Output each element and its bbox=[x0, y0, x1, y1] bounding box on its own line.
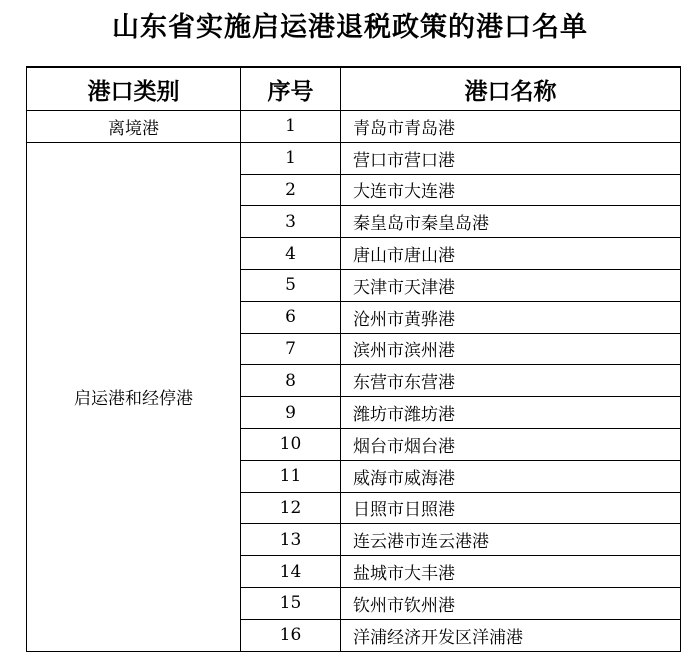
port-number: 12 bbox=[241, 492, 341, 524]
port-name: 盐城市大丰港 bbox=[341, 556, 681, 588]
port-name: 潍坊市潍坊港 bbox=[341, 397, 681, 429]
port-number: 2 bbox=[241, 174, 341, 206]
port-number: 5 bbox=[241, 269, 341, 301]
port-number: 10 bbox=[241, 428, 341, 460]
category-departure: 离境港 bbox=[27, 111, 241, 143]
port-number: 1 bbox=[241, 142, 341, 174]
header-name: 港口名称 bbox=[341, 67, 681, 111]
port-number: 14 bbox=[241, 556, 341, 588]
header-number: 序号 bbox=[241, 67, 341, 111]
port-name: 秦皇岛市秦皇岛港 bbox=[341, 206, 681, 238]
table-row bbox=[27, 111, 681, 143]
table-header-row bbox=[27, 67, 681, 111]
port-name: 大连市大连港 bbox=[341, 174, 681, 206]
port-name: 烟台市烟台港 bbox=[341, 428, 681, 460]
port-number: 4 bbox=[241, 238, 341, 270]
port-number: 3 bbox=[241, 206, 341, 238]
port-name: 唐山市唐山港 bbox=[341, 238, 681, 270]
port-number: 13 bbox=[241, 524, 341, 556]
port-name: 连云港市连云港港 bbox=[341, 524, 681, 556]
port-name: 滨州市滨州港 bbox=[341, 333, 681, 365]
port-number: 15 bbox=[241, 587, 341, 619]
port-number: 16 bbox=[241, 619, 341, 651]
port-name: 东营市东营港 bbox=[341, 365, 681, 397]
port-name: 洋浦经济开发区洋浦港 bbox=[341, 619, 681, 651]
port-name: 日照市日照港 bbox=[341, 492, 681, 524]
port-number: 11 bbox=[241, 460, 341, 492]
port-number: 6 bbox=[241, 301, 341, 333]
port-number: 8 bbox=[241, 365, 341, 397]
port-name: 营口市营口港 bbox=[341, 142, 681, 174]
port-name: 威海市威海港 bbox=[341, 460, 681, 492]
category-origin: 启运港和经停港 bbox=[27, 142, 241, 651]
table-row bbox=[27, 142, 681, 174]
port-number: 1 bbox=[241, 111, 341, 143]
port-name: 钦州市钦州港 bbox=[341, 587, 681, 619]
port-name: 青岛市青岛港 bbox=[341, 111, 681, 143]
port-name: 沧州市黄骅港 bbox=[341, 301, 681, 333]
header-category: 港口类别 bbox=[27, 67, 241, 111]
port-number: 7 bbox=[241, 333, 341, 365]
port-name: 天津市天津港 bbox=[341, 269, 681, 301]
port-list-table bbox=[26, 66, 681, 652]
document-title: 山东省实施启运港退税政策的港口名单 bbox=[112, 12, 588, 43]
port-number: 9 bbox=[241, 397, 341, 429]
